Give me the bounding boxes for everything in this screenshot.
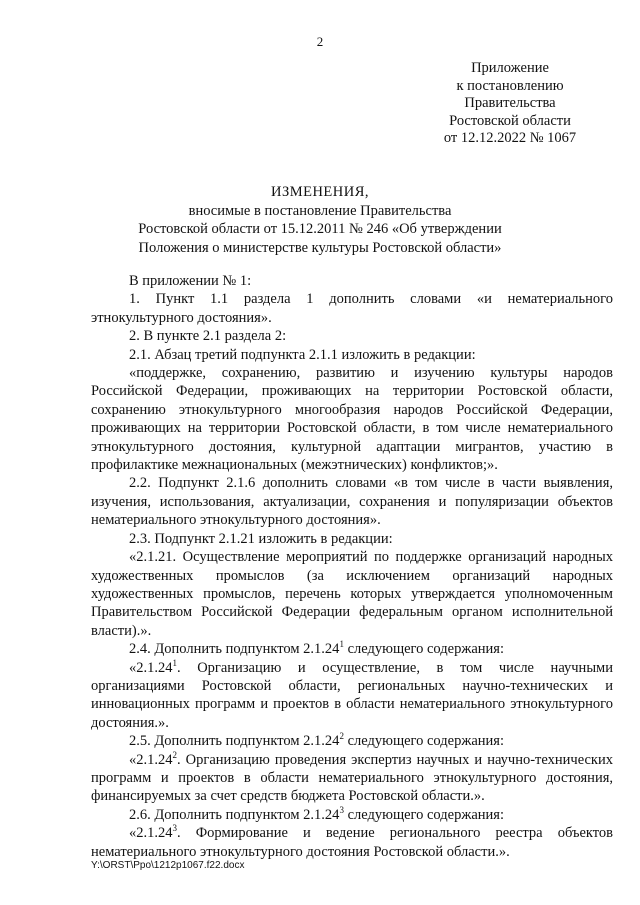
file-path-footer: Y:\ORST\Ppo\1212p1067.f22.docx: [91, 860, 245, 871]
appendix-line: от 12.12.2022 № 1067: [443, 130, 577, 146]
title-main: ИЗМЕНЕНИЯ,: [270, 184, 370, 200]
paragraph: 2.2. Подпункт 2.1.6 дополнить словами «в том числе в части выявления, изучения, использования, актуализации, сохранения и популяризации объектов нематериального этнокультурного достояния».: [91, 475, 613, 529]
paragraph: 1. Пункт 1.1 раздела 1 дополнить словами «и нематериального этнокультурного достояния».: [91, 291, 613, 326]
paragraph: 2. В пункте 2.1 раздела 2:: [129, 328, 287, 345]
appendix-line: Приложение: [471, 60, 549, 76]
paragraph: «2.1.24$^3$. Формирование и ведение регионального реестра объектов нематериального этнокультурного достояния Ростовской области.».: [91, 823, 613, 860]
document-title: [90, 183, 550, 257]
paragraph: 2.4. Дополнить подпунктом 2.1.24$^1$ следующего содержания:: [129, 639, 505, 658]
appendix-header: [420, 60, 600, 148]
superscript: 3: [172, 823, 177, 834]
paragraph: В приложении № 1:: [129, 273, 252, 289]
paragraph: «2.1.24$^1$. Организацию и осуществление, в том числе научными организациями Ростовской области, региональных научно-технических и инновационных программ и проектов в области нематериального этнокультурного достояния.».: [91, 657, 613, 731]
paragraph: 2.5. Дополнить подпунктом 2.1.24$^2$ следующего содержания:: [129, 731, 505, 750]
document-body: [91, 272, 613, 861]
superscript: 3: [339, 804, 344, 815]
paragraph: 2.3. Подпункт 2.1.21 изложить в редакции:: [129, 530, 393, 547]
paragraph: «поддержке, сохранению, развитию и изучению культуры народов Российской Федерации, проживающих на территории Ростовской области, сохранению этнокультурного многообразия народов Российской Федерации, проживающих на территории Ростовской области, в том числе нематериального этнокультурного достояния, культурной адаптации мигрантов, участию в профилактике межнациональных (межэтнических) конфликтов;».: [91, 365, 613, 474]
appendix-line: к постановлению: [456, 77, 564, 94]
title-sub-line: вносимые в постановление Правительства: [188, 202, 452, 219]
appendix-line: Ростовской области: [449, 112, 571, 129]
superscript: 1: [172, 657, 177, 668]
title-sub-line: Положения о министерстве культуры Ростовской области»: [138, 239, 502, 256]
superscript: 1: [339, 639, 344, 650]
title-sub-line: Ростовской области от 15.12.2011 № 246 «Об утверждении: [138, 221, 502, 237]
paragraph: 2.6. Дополнить подпунктом 2.1.24$^3$ следующего содержания:: [129, 804, 505, 823]
superscript: 2: [172, 749, 177, 760]
paragraph: «2.1.24$^2$. Организацию проведения экспертиз научных и научно-технических программ и проектов в области нематериального этнокультурного достояния, финансируемых за счет средств бюджета Ростовской области.».: [91, 749, 613, 805]
paragraph: 2.1. Абзац третий подпункта 2.1.1 изложить в редакции:: [129, 346, 476, 363]
superscript: 2: [339, 731, 344, 742]
paragraph: «2.1.21. Осуществление мероприятий по поддержке организаций народных художественных промыслов (за исключением организаций народных художественных промыслов, перечень которых утверждается уполномоченным Правительством Российской Федерации федеральным органом исполнительной власти).».: [91, 549, 613, 639]
appendix-line: Правительства: [464, 95, 556, 111]
page-number: 2: [316, 34, 324, 49]
